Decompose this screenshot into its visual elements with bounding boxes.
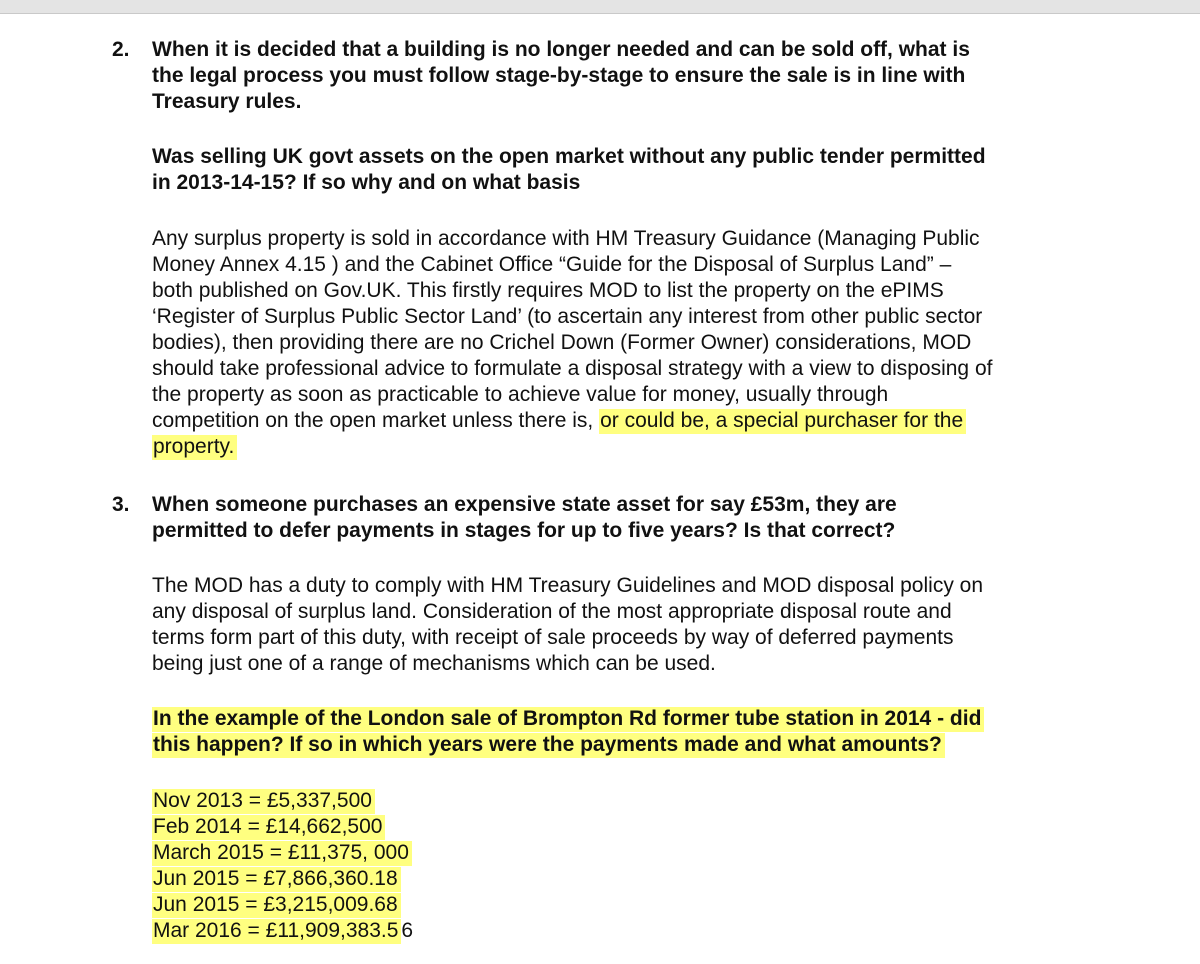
answer-2-line bbox=[152, 408, 1092, 434]
payment-item: Nov 2013 = £5,337,500 bbox=[152, 789, 375, 814]
answer-2-plain-text: competition on the open market unless there is, bbox=[152, 409, 600, 432]
payment-item: March 2015 = £11,375, 000 bbox=[152, 841, 412, 866]
payment-item: Jun 2015 = £7,866,360.18 bbox=[152, 867, 401, 892]
payment-row bbox=[152, 918, 1092, 944]
question-3-followup-row bbox=[152, 706, 1092, 732]
answer-2 bbox=[152, 226, 1092, 460]
question-3-followup bbox=[152, 706, 1092, 758]
question-3-text bbox=[152, 492, 1092, 544]
answer-2-line: Any surplus property is sold in accordance with HM Treasury Guidance (Managing Public bbox=[152, 227, 980, 250]
question-3-followup-line: In the example of the London sale of Brompton Rd former tube station in 2014 - did bbox=[152, 707, 984, 732]
answer-2-line: ‘Register of Surplus Public Sector Land’ (to ascertain any interest from other public sector bbox=[152, 305, 983, 328]
answer-2-highlighted-text: property. bbox=[152, 435, 237, 460]
viewer-top-bar bbox=[0, 0, 1200, 14]
question-2-number: 2. bbox=[112, 38, 130, 61]
payment-row bbox=[152, 788, 1092, 814]
question-2-line: Treasury rules. bbox=[152, 90, 302, 113]
answer-3-line: any disposal of surplus land. Consideration of the most appropriate disposal route and bbox=[152, 600, 952, 623]
payment-item: Jun 2015 = £3,215,009.68 bbox=[152, 893, 401, 918]
question-3-followup-row bbox=[152, 732, 1092, 758]
answer-2-line bbox=[152, 434, 1092, 460]
question-2-followup-line: in 2013-14-15? If so why and on what basis bbox=[152, 171, 581, 194]
question-3-number: 3. bbox=[112, 493, 130, 516]
question-3-line: permitted to defer payments in stages for up to five years? Is that correct? bbox=[152, 519, 896, 542]
question-3-followup-line: this happen? If so in which years were the payments made and what amounts? bbox=[152, 733, 945, 758]
answer-2-highlighted-text: or could be, a special purchaser for the bbox=[599, 409, 966, 434]
answer-2-line: should take professional advice to formulate a disposal strategy with a view to disposing of bbox=[152, 357, 993, 380]
answer-2-line: Money Annex 4.15 ) and the Cabinet Office “Guide for the Disposal of Surplus Land” – bbox=[152, 253, 952, 276]
question-2-line: the legal process you must follow stage-by-stage to ensure the sale is in line with bbox=[152, 64, 966, 87]
payment-item-tail: 6 bbox=[401, 919, 414, 942]
answer-3-line: being just one of a range of mechanisms which can be used. bbox=[152, 652, 716, 675]
payment-row bbox=[152, 814, 1092, 840]
payment-row bbox=[152, 892, 1092, 918]
payment-item: Feb 2014 = £14,662,500 bbox=[152, 815, 385, 840]
payment-row bbox=[152, 866, 1092, 892]
question-2-line: When it is decided that a building is no longer needed and can be sold off, what is bbox=[152, 38, 970, 61]
answer-3 bbox=[152, 573, 1092, 677]
question-2-followup bbox=[152, 144, 1092, 196]
document-page bbox=[0, 14, 1200, 964]
answer-2-line: both published on Gov.UK. This firstly requires MOD to list the property on the ePIMS bbox=[152, 279, 944, 302]
question-3-line: When someone purchases an expensive state asset for say £53m, they are bbox=[152, 493, 897, 516]
answer-3-line: The MOD has a duty to comply with HM Treasury Guidelines and MOD disposal policy on bbox=[152, 574, 984, 597]
answer-2-line: bodies), then providing there are no Crichel Down (Former Owner) considerations, MOD bbox=[152, 331, 972, 354]
question-2-text bbox=[152, 37, 1092, 115]
question-2-followup-line: Was selling UK govt assets on the open market without any public tender permitted bbox=[152, 145, 986, 168]
answer-2-line: the property as soon as practicable to achieve value for money, usually through bbox=[152, 383, 889, 406]
answer-3-line: terms form part of this duty, with receipt of sale proceeds by way of deferred payments bbox=[152, 626, 954, 649]
payment-row bbox=[152, 840, 1092, 866]
payment-list bbox=[152, 788, 1092, 944]
payment-item: Mar 2016 = £11,909,383.5 bbox=[152, 919, 401, 944]
